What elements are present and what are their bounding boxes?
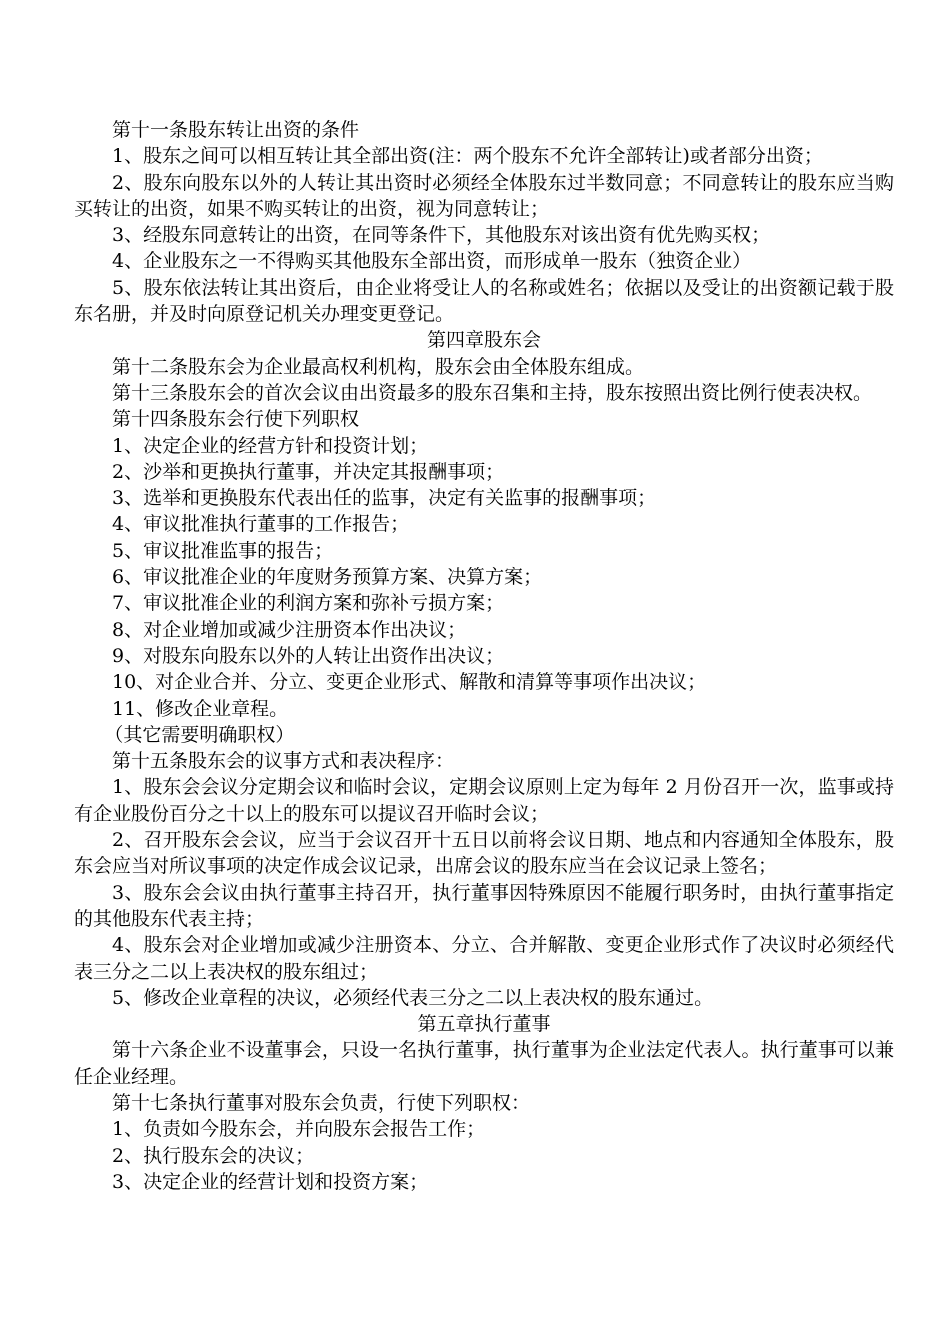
article-15-item-2: 2、召开股东会会议，应当于会议召开十五日以前将会议日期、地点和内容通知全体股东，股东会应当对所议事项的决定作成会议记录，出席会议的股东应当在会议记录上签名； <box>74 829 894 878</box>
article-14-item-5: 5、审议批准监事的报告； <box>112 539 334 562</box>
chapter-4-heading: 第四章股东会 <box>426 329 541 352</box>
article-14-item-3: 3、选举和更换股东代表出任的监事，决定有关监事的报酬事项； <box>112 487 657 510</box>
article-14-note: （其它需要明确职权） <box>104 723 295 746</box>
article-11-item-3: 3、经股东同意转让的出资，在同等条件下，其他股东对该出资有优先购买权； <box>112 224 771 247</box>
article-17-title: 第十七条执行董事对股东会负责，行使下列职权： <box>112 1091 531 1114</box>
article-14-item-9: 9、对股东向股东以外的人转让出资作出决议； <box>112 644 505 667</box>
article-15-title: 第十五条股东会的议事方式和表决程序： <box>112 750 455 773</box>
article-12: 第十二条股东会为企业最高权利机构，股东会由全体股东组成。 <box>112 355 645 378</box>
article-11-item-4: 4、企业股东之一不得购买其他股东全部出资，而形成单一股东（独资企业） <box>112 250 752 273</box>
article-14-title: 第十四条股东会行使下列职权 <box>112 408 360 431</box>
article-17-item-2: 2、执行股东会的决议； <box>112 1144 315 1167</box>
chapter-5-heading: 第五章执行董事 <box>417 1013 551 1036</box>
document-page <box>74 117 894 1195</box>
article-14-item-2: 2、沙举和更换执行董事，并决定其报酬事项； <box>112 460 505 483</box>
article-11-item-2: 2、股东向股东以外的人转让其出资时必须经全体股东过半数同意；不同意转让的股东应当购买转让的出资，如果不购买转让的出资，视为同意转让； <box>74 171 894 220</box>
article-17-item-1: 1、负责如今股东会，并向股东会报告工作； <box>112 1118 486 1141</box>
article-14-item-7: 7、审议批准企业的利润方案和弥补亏损方案； <box>112 592 505 615</box>
article-14-item-11: 11、修改企业章程。 <box>112 697 289 720</box>
article-14-item-1: 1、决定企业的经营方针和投资计划； <box>112 434 429 457</box>
article-15-item-4: 4、股东会对企业增加或减少注册资本、分立、合并解散、变更企业形式作了决议时必须经代表三分之二以上表决权的股东组过； <box>74 934 894 983</box>
article-14-item-4: 4、审议批准执行董事的工作报告； <box>112 513 410 536</box>
article-15-item-5: 5、修改企业章程的决议，必须经代表三分之二以上表决权的股东通过。 <box>112 986 714 1009</box>
article-14-item-8: 8、对企业增加或减少注册资本作出决议； <box>112 618 467 641</box>
article-13: 第十三条股东会的首次会议由出资最多的股东召集和主持，股东按照出资比例行使表决权。 <box>112 381 873 404</box>
article-11-item-1: 1、股东之间可以相互转让其全部出资(注：两个股东不允许全部转让)或者部分出资； <box>112 145 823 168</box>
article-11-title: 第十一条股东转让出资的条件 <box>112 119 360 141</box>
article-15-item-3: 3、股东会会议由执行董事主持召开，执行董事因特殊原因不能履行职务时，由执行董事指定的其他股东代表主持； <box>74 881 894 930</box>
article-15-item-1: 1、股东会会议分定期会议和临时会议，定期会议原则上定为每年 2 月份召开一次，监事或持有企业股份百分之十以上的股东可以提议召开临时会议； <box>74 776 894 825</box>
article-14-item-10: 10、对企业合并、分立、变更企业形式、解散和清算等事项作出决议； <box>112 671 707 694</box>
article-16: 第十六条企业不设董事会，只设一名执行董事，执行董事为企业法定代表人。执行董事可以兼任企业经理。 <box>74 1039 894 1088</box>
article-11-item-5: 5、股东依法转让其出资后，由企业将受让人的名称或姓名；依据以及受让的出资额记载于股东名册，并及时向原登记机关办理变更登记。 <box>74 276 894 326</box>
article-14-item-6: 6、审议批准企业的年度财务预算方案、决算方案； <box>112 566 543 589</box>
article-17-item-3: 3、决定企业的经营计划和投资方案； <box>112 1170 429 1193</box>
